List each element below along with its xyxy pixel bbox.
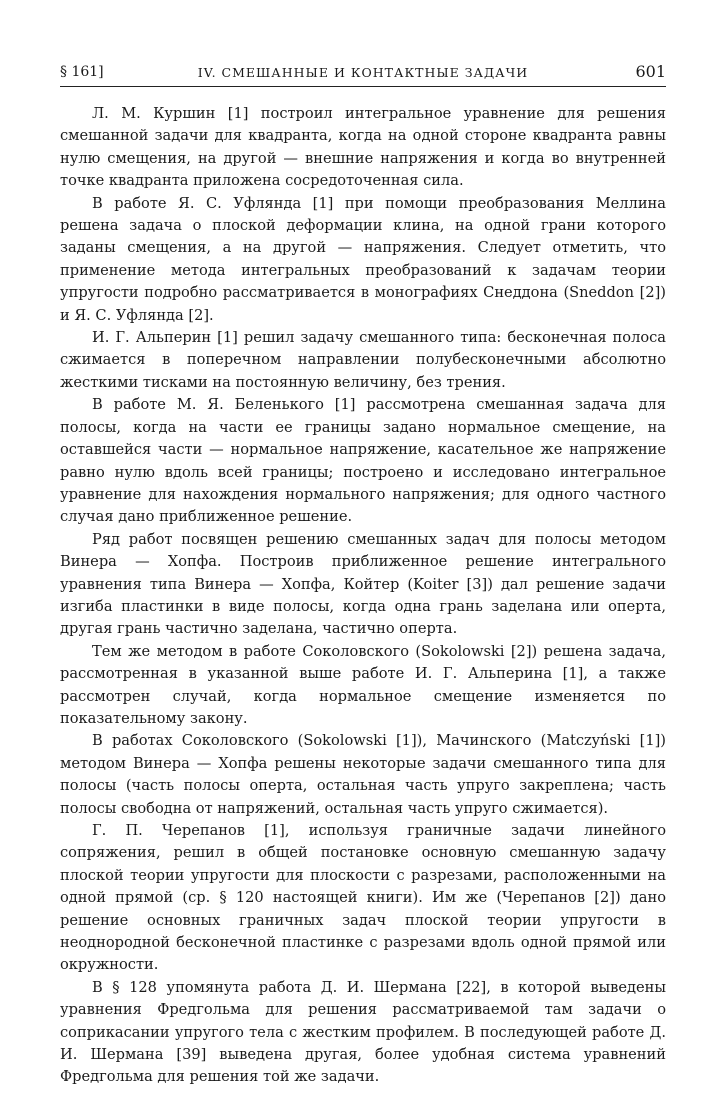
paragraph: Ряд работ посвящен решению смешанных задач для полосы методом Винера — Хопфа. Построив приближенное решение интегрального уравнения типа Винера — Хопфа, Койтер (Koiter [3]) дал решение задачи изгиба пластинки в виде полосы, когда одна грань заделана или оперта, другая грань частично заделана, частично оперта. bbox=[60, 530, 666, 638]
section-number: § 161] bbox=[60, 64, 104, 80]
paragraph: В работе М. Я. Беленького [1] рассмотрена смешанная задача для полосы, когда на части ее границы задано нормальное смещение, на оставшейся части — нормальное напряжение, касательное же напряжение равно нулю вдоль всей границы; построено и исследовано интегральное уравнение для нахождения нормального напряжения; для одного частного случая дано приближенное решение. bbox=[60, 396, 666, 526]
paragraph: Тем же методом в работе Соколовского (Sokolowski [2]) решена задача, рассмотренная в указанной выше работе И. Г. Альперина [1], а также рассмотрен случай, когда нормальное смещение изменяется по показательному закону. bbox=[60, 642, 666, 727]
paragraph: Г. П. Черепанов [1], используя граничные задачи линейного сопряжения, решил в общей постановке основную смешанную задачу плоской теории упругости для плоскости с разрезами, расположенными на одной прямой (ср. § 120 настоящей книги). Им же (Черепанов [2]) дано решение основных граничных задач плоской теории упругости в неоднородной бесконечной пластинке с разрезами вдоль одной прямой или окружности. bbox=[60, 822, 666, 974]
book-page bbox=[60, 62, 666, 1089]
page-body bbox=[60, 103, 666, 1089]
paragraph: В работах Соколовского (Sokolowski [1]), Мачинского (Matczyński [1]) методом Винера — Хопфа решены некоторые задачи смешанного типа для полосы (часть полосы оперта, остальная часть упруго закреплена; часть полосы свободна от напряжений, остальная часть упруго сжимается). bbox=[60, 732, 666, 817]
running-header bbox=[60, 62, 666, 87]
paragraph: Л. М. Куршин [1] построил интегральное уравнение для решения смешанной задачи для квадранта, когда на одной стороне квадранта равны нулю смещения, на другой — внешние напряжения и когда во внутренней точке квадранта приложена сосредоточенная сила. bbox=[60, 105, 666, 190]
page-number: 601 bbox=[635, 62, 666, 81]
paragraph: И. Г. Альперин [1] решил задачу смешанного типа: бесконечная полоса сжимается в поперечном направлении полубесконечными абсолютно жесткими тисками на постоянную величину, без трения. bbox=[60, 329, 666, 391]
chapter-title: IV. СМЕШАННЫЕ И КОНТАКТНЫЕ ЗАДАЧИ bbox=[197, 65, 529, 80]
paragraph: В работе Я. С. Уфлянда [1] при помощи преобразования Меллина решена задача о плоской деформации клина, на одной грани которого заданы смещения, а на другой — напряжения. Следует отметить, что применение метода интегральных преобразований к задачам теории упругости подробно рассматривается в монографиях Снеддона (Sneddon [2]) и Я. С. Уфлянда [2]. bbox=[60, 194, 666, 324]
paragraph: В § 128 упомянута работа Д. И. Шермана [22], в которой выведены уравнения Фредгольма для решения рассматриваемой там задачи о соприкасании упругого тела с жестким профилем. В последующей работе Д. И. Шермана [39] выведена другая, более удобная система уравнений Фредгольма для решения той же задачи. bbox=[60, 978, 666, 1086]
